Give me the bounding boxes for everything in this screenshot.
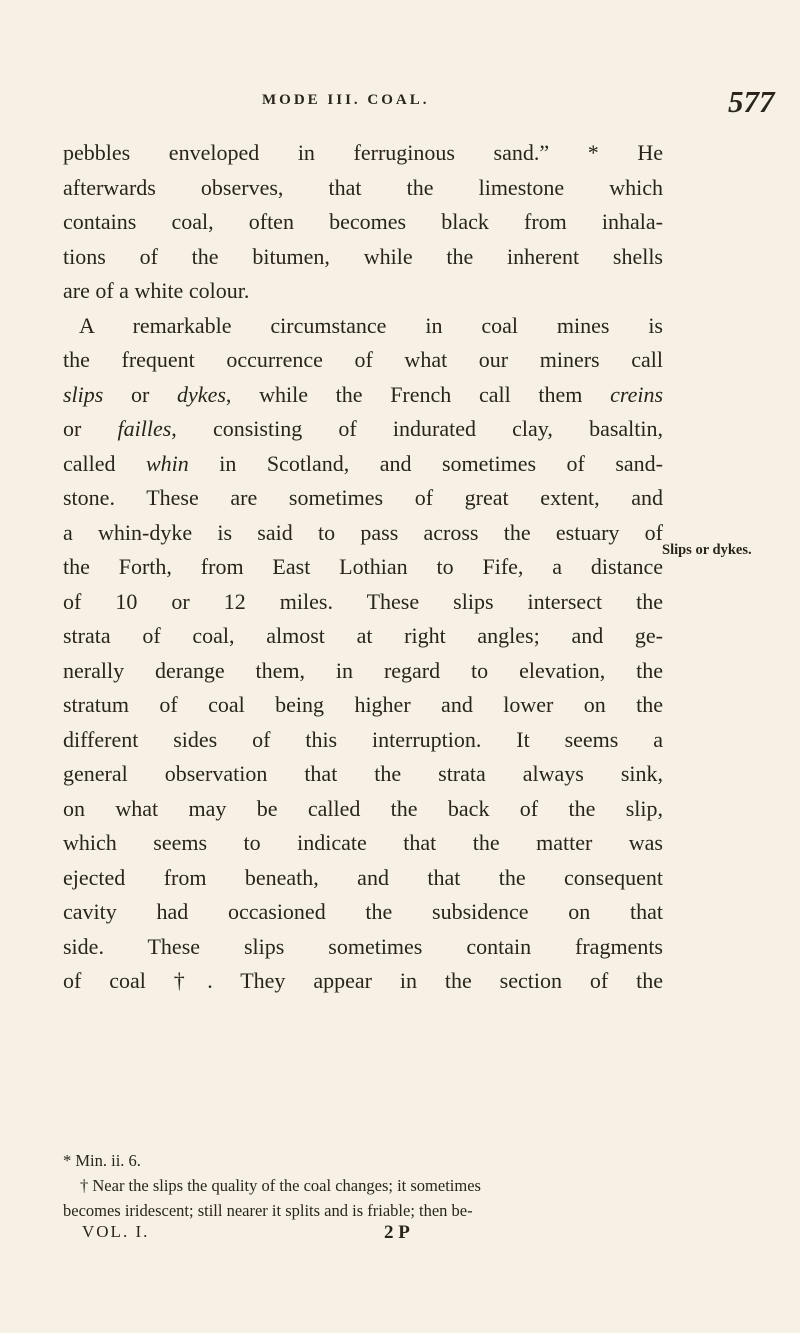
text-line: are of a white colour. — [63, 278, 250, 303]
italic-term: creins — [610, 381, 664, 407]
text-line: A remarkable circumstance in coal mines is — [79, 312, 663, 338]
running-head: MODE III. COAL. — [262, 92, 430, 108]
text-line: strata of coal, almost at right angles; and ge- — [63, 623, 663, 648]
text-line-italic-terms: or failles, consisting of indurated clay, basaltin, — [63, 416, 663, 441]
text-line: cavity had occasioned the subsidence on that — [63, 899, 663, 924]
text-line: on what may be called the back of the slip, — [63, 795, 663, 821]
text-line: the Forth, from East Lothian to Fife, a distance — [63, 554, 663, 579]
text-line-italic-terms: called whin in Scotland, and sometimes of sand- — [63, 450, 663, 476]
text-line: stratum of coal being higher and lower on the — [63, 692, 663, 717]
text-line: nerally derange them, in regard to elevation, the — [63, 657, 663, 683]
volume-signature: VOL. I. — [82, 1222, 150, 1241]
text-line: ejected from beneath, and that the consequent — [63, 864, 663, 890]
page-header — [0, 84, 800, 128]
italic-term: whin — [145, 450, 189, 476]
margin-note: Slips or dykes. — [662, 542, 752, 558]
text-line: side. These slips sometimes contain fragments — [63, 933, 663, 959]
text-line: of 10 or 12 miles. These slips intersect the — [63, 588, 663, 614]
footnote: * Min. ii. 6. — [63, 1151, 141, 1170]
text-line: of coal †. They appear in the section of the — [63, 968, 663, 993]
text-line: different sides of this interruption. It seems a — [63, 726, 663, 752]
gathering-mark: 2 P — [384, 1222, 410, 1243]
body-text — [63, 136, 663, 999]
text-line: a whin-dyke is said to pass across the estuary of — [63, 519, 663, 545]
text-line: which seems to indicate that the matter was — [63, 830, 663, 855]
text-line: the frequent occurrence of what our miners call — [63, 347, 663, 372]
text-line: general observation that the strata always sink, — [63, 761, 663, 786]
footnote: † Near the slips the quality of the coal changes; it sometimes — [80, 1176, 481, 1195]
text-line: tions of the bitumen, while the inherent shells — [63, 243, 663, 269]
footnote-continuation: becomes iridescent; still nearer it splits and is friable; then be- — [63, 1201, 473, 1220]
italic-term: slips — [63, 381, 104, 407]
text-line: contains coal, often becomes black from inhala- — [63, 209, 663, 234]
page-number: 577 — [728, 84, 775, 119]
text-line: afterwards observes, that the limestone which — [63, 174, 663, 200]
text-line: pebbles enveloped in ferruginous sand.” * He — [63, 140, 663, 165]
text-line-italic-terms: slips or dykes, while the French call them creins — [63, 381, 664, 407]
text-line: stone. These are sometimes of great extent, and — [63, 485, 663, 510]
footnotes — [63, 1148, 663, 1223]
italic-term: dykes — [177, 381, 226, 407]
italic-term: failles — [117, 416, 172, 441]
